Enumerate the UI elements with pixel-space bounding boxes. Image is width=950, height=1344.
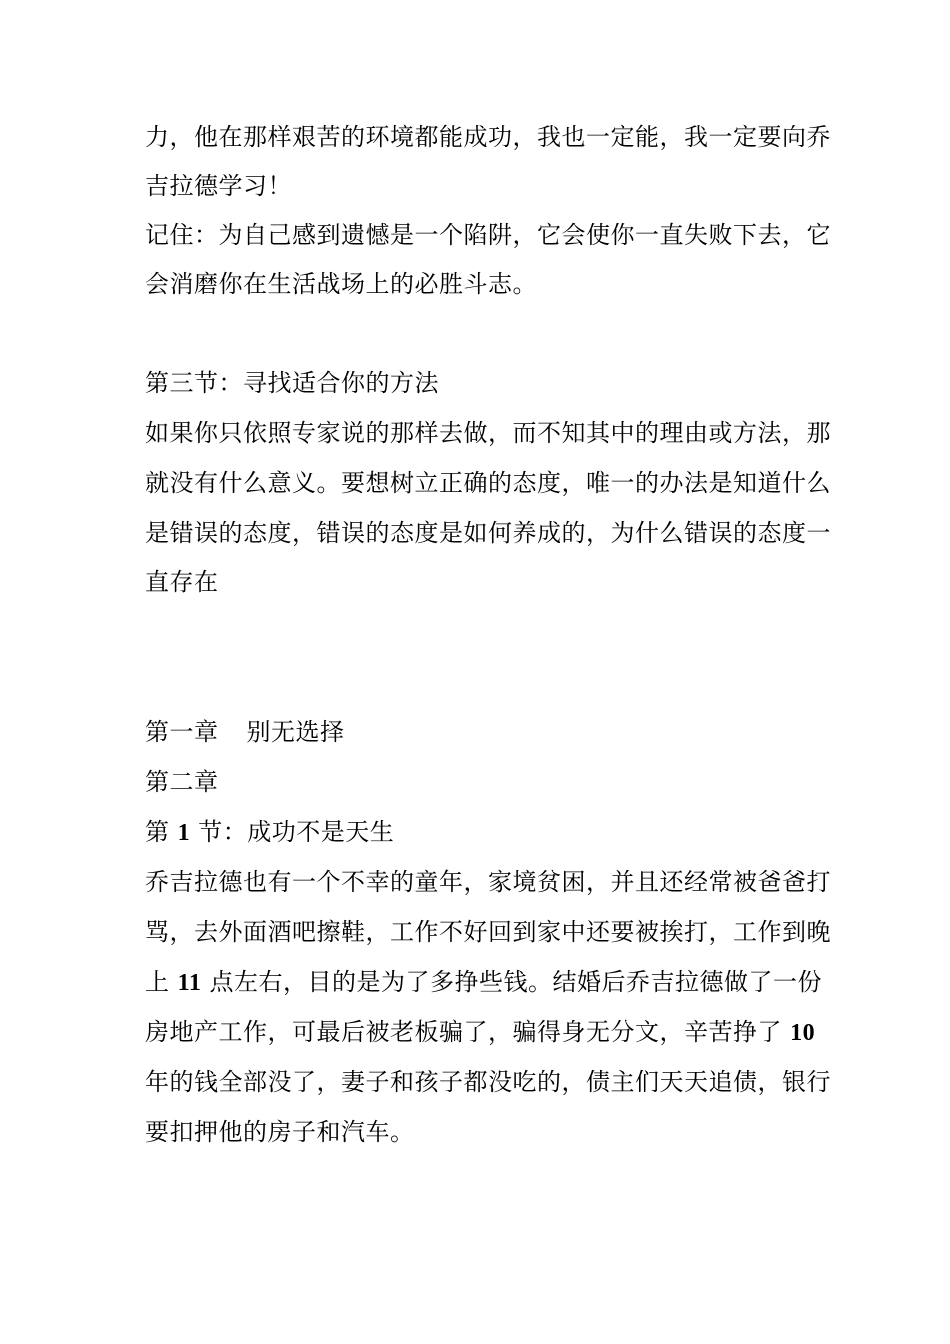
paragraph-line: 年的钱全部没了，妻子和孩子都没吃的，债主们天天追债，银行 xyxy=(145,1068,831,1096)
paragraph-line: 如果你只依照专家说的那样去做，而不知其中的理由或方法，那 xyxy=(145,419,831,447)
paragraph-line: 就没有什么意义。要想树立正确的态度，唯一的办法是知道什么 xyxy=(145,469,831,497)
paragraph-line: 记住：为自己感到遗憾是一个陷阱，它会使你一直失败下去，它 xyxy=(145,221,831,249)
section-number: 1 xyxy=(177,820,191,846)
paragraph-line: 会消磨你在生活战场上的必胜斗志。 xyxy=(145,270,537,298)
section-one-heading: 第 1 节：成功不是天生 xyxy=(145,818,395,846)
chapter-label: 第一章 xyxy=(145,718,219,746)
number-11: 11 xyxy=(177,970,202,996)
paragraph-line: 房地产工作，可最后被老板骗了，骗得身无分文，辛苦挣了 10 xyxy=(145,1018,816,1046)
chapter-one-heading xyxy=(145,717,810,747)
chapter-title: 别无选择 xyxy=(246,718,345,746)
section-heading: 第三节：寻找适合你的方法 xyxy=(145,369,439,397)
paragraph-line: 骂，去外面酒吧擦鞋，工作不好回到家中还要被挨打，工作到晚 xyxy=(145,918,831,946)
paragraph-line: 直存在 xyxy=(145,568,219,596)
paragraph-line: 是错误的态度，错误的态度是如何养成的，为什么错误的态度一 xyxy=(145,519,831,547)
paragraph-line: 吉拉德学习！ xyxy=(145,172,292,200)
paragraph-line: 上 11 点左右，目的是为了多挣些钱。结婚后乔吉拉德做了一份 xyxy=(145,968,822,996)
paragraph-line: 力，他在那样艰苦的环境都能成功，我也一定能，我一定要向乔 xyxy=(145,123,831,151)
number-10: 10 xyxy=(790,1020,816,1046)
paragraph-line: 要扣押他的房子和汽车。 xyxy=(145,1118,415,1146)
paragraph-line: 乔吉拉德也有一个不幸的童年，家境贫困，并且还经常被爸爸打 xyxy=(145,868,831,896)
chapter-two-heading: 第二章 xyxy=(145,768,219,796)
